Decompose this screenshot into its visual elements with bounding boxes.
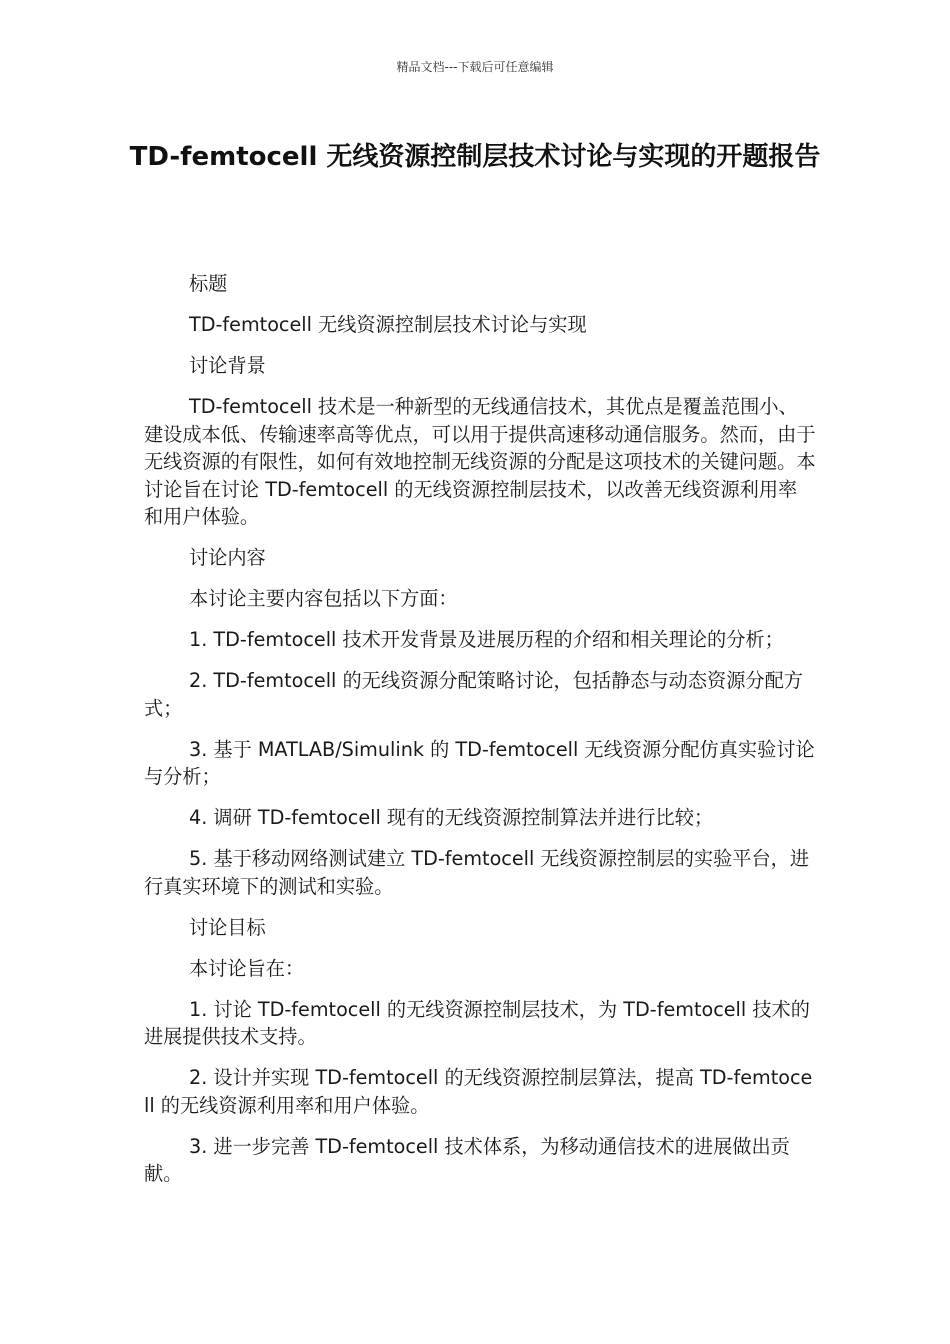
background-heading: 讨论背景 <box>189 354 266 377</box>
topic-text: TD-femtocell 无线资源控制层技术讨论与实现 <box>189 313 587 336</box>
content-intro: 本讨论主要内容包括以下方面： <box>189 587 458 610</box>
topic-heading: 标题 <box>189 272 228 295</box>
goal-heading: 讨论目标 <box>189 915 266 939</box>
goal-item-2: 2. 设计并实现 TD-femtocell 的无线资源控制层算法，提高 TD-femtocell 的无线资源利用率和用户体验。 <box>144 1066 813 1117</box>
goal-item-3: 3. 进一步完善 TD-femtocell 技术体系，为移动通信技术的进展做出贡献。 <box>144 1134 790 1185</box>
document-title: TD-femtocell 无线资源控制层技术讨论与实现的开题报告 <box>129 142 821 172</box>
header-note: 精品文档---下载后可任意编辑 <box>396 60 554 74</box>
content-item-5: 5. 基于移动网络测试建立 TD-femtocell 无线资源控制层的实验平台，进行真实环境下的测试和实验。 <box>144 847 810 898</box>
content-item-4: 4. 调研 TD-femtocell 现有的无线资源控制算法并进行比较； <box>189 806 714 829</box>
background-paragraph: TD-femtocell 技术是一种新型的无线通信技术，其优点是覆盖范围小、建设成本低、传输速率高等优点，可以用于提供高速移动通信服务。然而，由于无线资源的有限性，如何有效地控制无线资源的分配是这项技术的关键问题。本讨论旨在讨论 TD-femtocell 的无线资源控制层技术，以改善无线资源利用率和用户体验。 <box>144 395 816 528</box>
content-item-1: 1. TD-femtocell 技术开发背景及进展历程的介绍和相关理论的分析； <box>189 628 784 651</box>
content-heading: 讨论内容 <box>189 546 266 569</box>
document-body <box>144 270 816 1201</box>
goal-item-1: 1. 讨论 TD-femtocell 的无线资源控制层技术，为 TD-femtocell 技术的进展提供技术支持。 <box>144 997 810 1048</box>
content-item-3: 3. 基于 MATLAB/Simulink 的 TD-femtocell 无线资源分配仿真实验讨论与分析； <box>144 737 815 788</box>
goal-intro: 本讨论旨在： <box>189 956 305 980</box>
content-item-2: 2. TD-femtocell 的无线资源分配策略讨论，包括静态与动态资源分配方式； <box>144 669 803 720</box>
